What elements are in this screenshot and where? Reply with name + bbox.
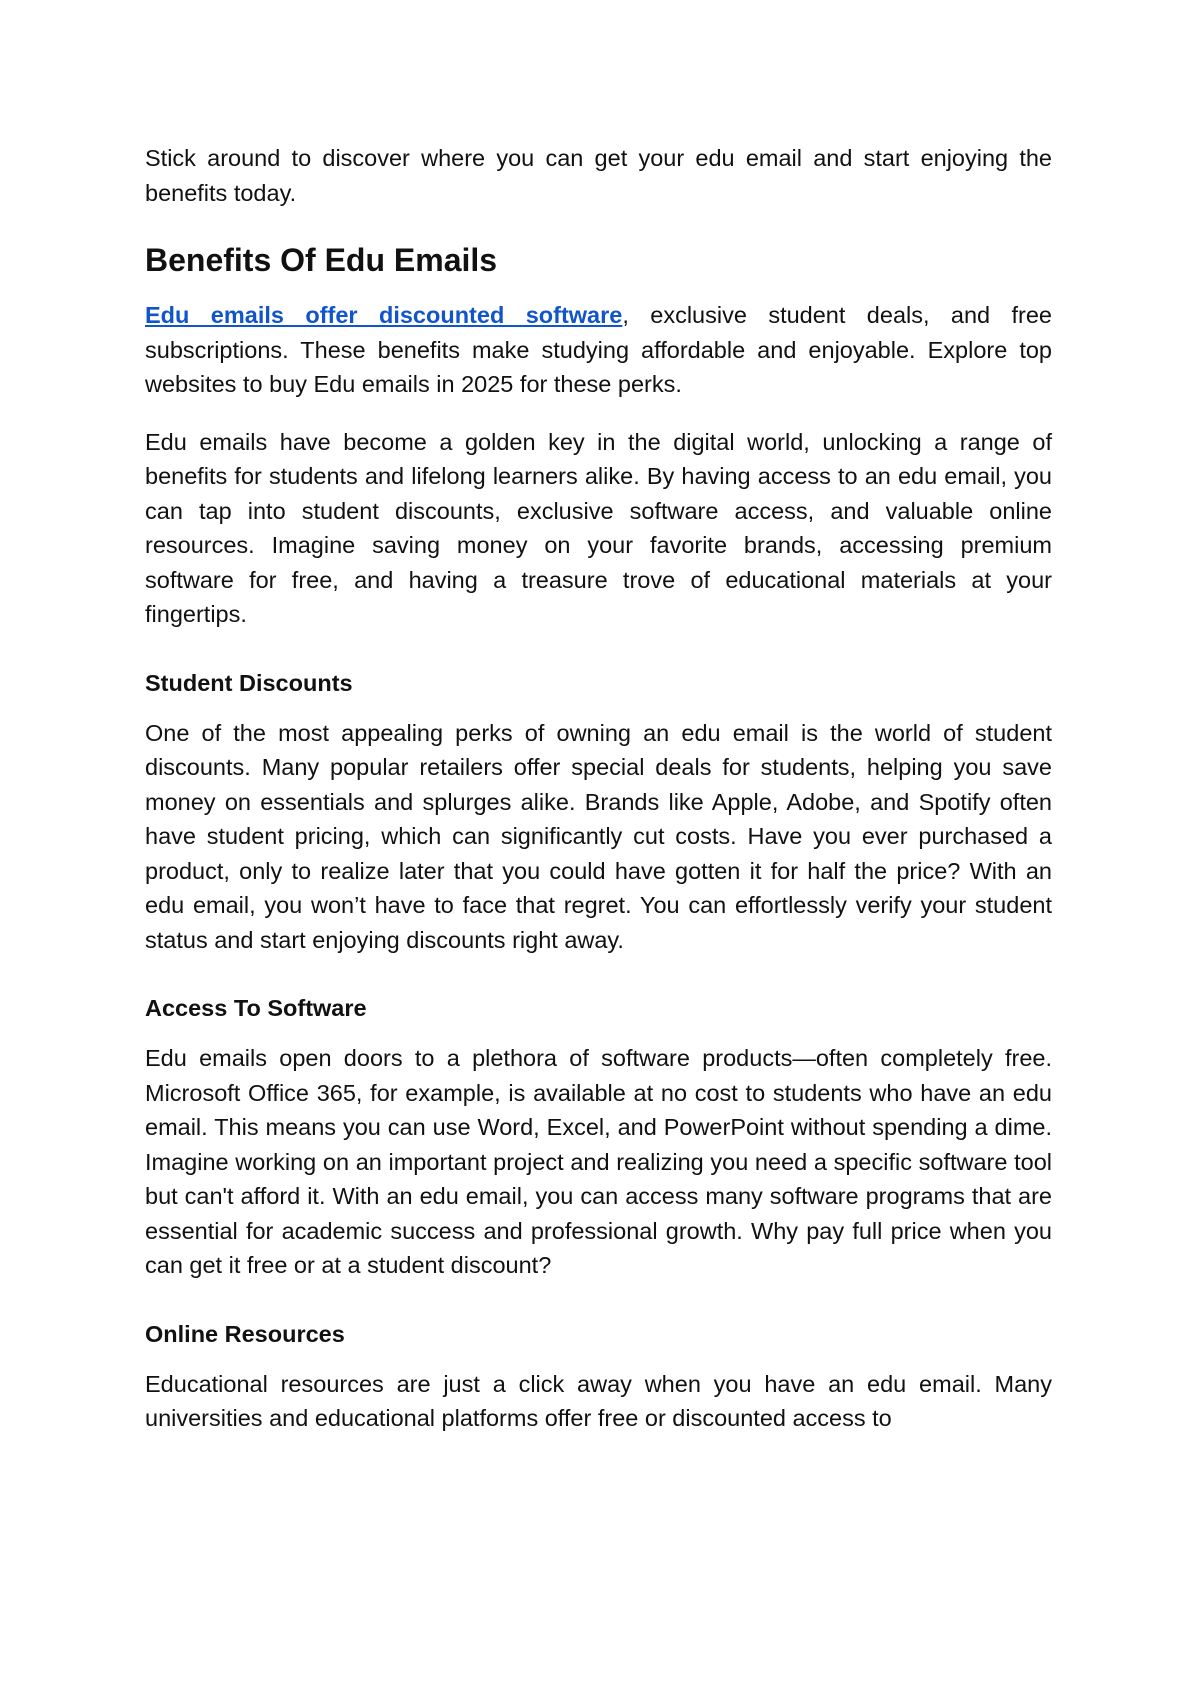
section-heading: Benefits Of Edu Emails xyxy=(145,242,498,278)
access-to-software-paragraph: Edu emails open doors to a plethora of software products—often completely free. Microsoft Office 365, for example, is available at no cost to students who have an edu email. This means you can use Word, Excel, and PowerPoint without spending a dime. Imagine working on an important project and realizing you need a specific software tool but can't afford it. With an edu email, you can access many software programs that are essential for academic success and professional growth. Why pay full price when you can get it free or at a student discount? xyxy=(145,1045,1052,1278)
document-page xyxy=(145,141,1052,1459)
intro-paragraph: Stick around to discover where you can get your edu email and start enjoying the benefits today. xyxy=(145,145,1052,206)
subheading-online-resources: Online Resources xyxy=(145,1320,345,1347)
online-resources-paragraph: Educational resources are just a click away when you have an edu email. Many universities and educational platforms offer free or discounted access to xyxy=(145,1370,1052,1431)
subheading-access-to-software: Access To Software xyxy=(145,995,367,1021)
discounted-software-link[interactable]: Edu emails offer discounted software xyxy=(145,302,623,328)
student-discounts-paragraph: One of the most appealing perks of owning an edu email is the world of student discounts. Many popular retailers offer special deals for students, helping you save money on essentials and splurges alike. Brands like Apple, Adobe, and Spotify often have student pricing, which can significantly cut costs. Have you ever purchased a product, only to realize later that you could have gotten it for half the price? With an edu email, you won’t have to face that regret. You can effortlessly verify your student status and start enjoying discounts right away. xyxy=(145,719,1052,953)
overview-paragraph: Edu emails have become a golden key in the digital world, unlocking a range of benefits for students and lifelong learners alike. By having access to an edu email, you can tap into student discounts, exclusive software access, and valuable online resources. Imagine saving money on your favorite brands, accessing premium software for free, and having a treasure trove of educational materials at your fingertips. xyxy=(145,428,1052,627)
subheading-student-discounts: Student Discounts xyxy=(145,669,353,696)
summary-paragraph xyxy=(145,298,1052,402)
summary-text: , exclusive student deals, and free subscriptions. These benefits make studying affordable and enjoyable. Explore top websites to buy Edu emails in 2025 for these perks. xyxy=(145,302,1053,397)
